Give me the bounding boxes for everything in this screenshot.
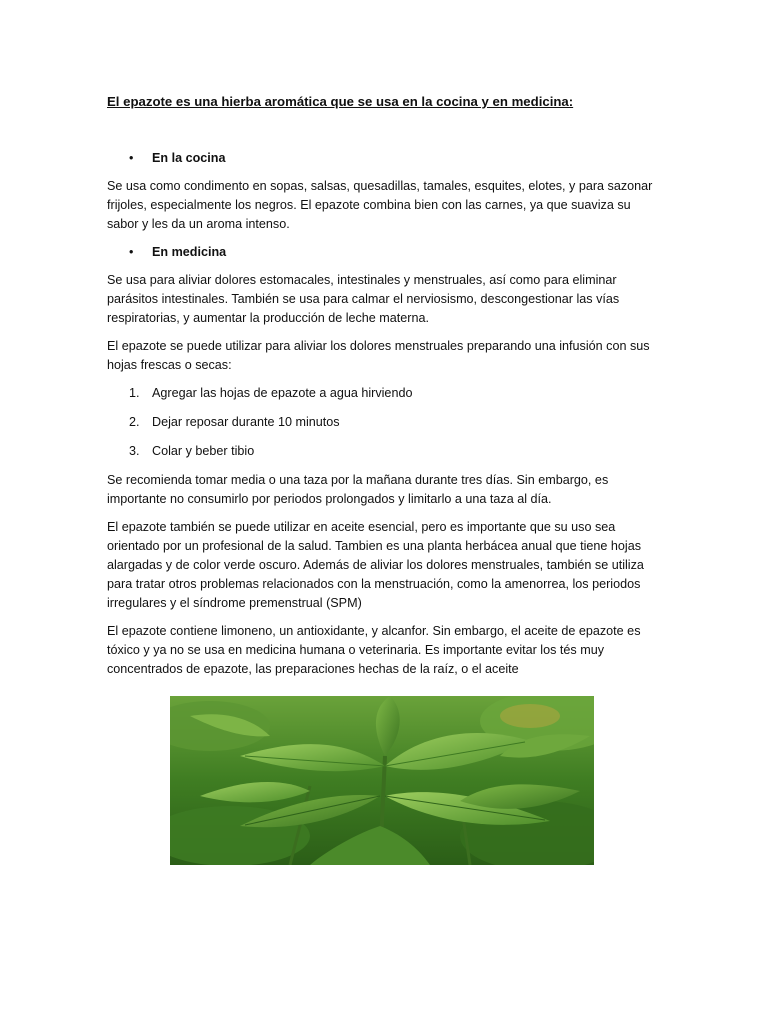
- list-item: [107, 413, 663, 432]
- page-title: El epazote es una hierba aromática que se usa en la cocina y en medicina:: [107, 94, 574, 109]
- list-item-text: Agregar las hojas de epazote a agua hirviendo: [152, 386, 413, 400]
- paragraph-intro-steps: El epazote se puede utilizar para aliviar los dolores menstruales preparando una infusión con sus hojas frescas o secas:: [107, 339, 650, 372]
- list-item: [107, 384, 663, 403]
- list-item: [107, 442, 663, 461]
- paragraph-cocina: Se usa como condimento en sopas, salsas, quesadillas, tamales, esquites, elotes, y para sazonar frijoles, especialmente los negros. El epazote combina bien con las carnes, ya que suaviza su sabor y les da un aroma intenso.: [107, 179, 653, 231]
- list-item-text: Colar y beber tibio: [152, 444, 255, 458]
- bullet-icon: •: [129, 151, 134, 165]
- section-heading-label: En la cocina: [152, 151, 226, 165]
- section-heading-label: En medicina: [152, 245, 227, 259]
- document-body: [107, 92, 663, 688]
- plant-leaves-illustration: [170, 696, 594, 865]
- list-item-text: Dejar reposar durante 10 minutos: [152, 415, 340, 429]
- bullet-icon: •: [129, 245, 134, 259]
- list-number: 3.: [129, 444, 140, 458]
- numbered-list: [107, 384, 663, 461]
- paragraph-recommendation: Se recomienda tomar media o una taza por la mañana durante tres días. Sin embargo, es importante no consumirlo por periodos prolongados y limitarlo a una taza al día.: [107, 473, 609, 506]
- paragraph-aceite: El epazote también se puede utilizar en aceite esencial, pero es importante que su uso sea orientado por un profesional de la salud. Tambien es una planta herbácea anual que tiene hojas alargadas y de color verde oscuro. Además de aliviar los dolores menstruales, también se utiliza para tratar otros problemas relacionados con la menstruación, como la amenorrea, los periodos irregulares y el síndrome premenstrual (SPM): [107, 520, 644, 610]
- list-number: 2.: [129, 415, 140, 429]
- paragraph-medicina: Se usa para aliviar dolores estomacales, intestinales y menstruales, así como para eliminar parásitos intestinales. También se usa para calmar el nerviosismo, descongestionar las vías respiratorias, y aumentar la producción de leche materna.: [107, 273, 620, 325]
- section-heading-medicina: [107, 243, 663, 262]
- epazote-plant-photo: [170, 696, 594, 865]
- section-heading-cocina: [107, 149, 663, 168]
- paragraph-warning: El epazote contiene limoneno, un antioxidante, y alcanfor. Sin embargo, el aceite de epazote es tóxico y ya no se usa en medicina humana o veterinaria. Es importante evitar los tés muy concentrados de epazote, las preparaciones hechas de la raíz, o el aceite: [107, 624, 641, 676]
- list-number: 1.: [129, 386, 140, 400]
